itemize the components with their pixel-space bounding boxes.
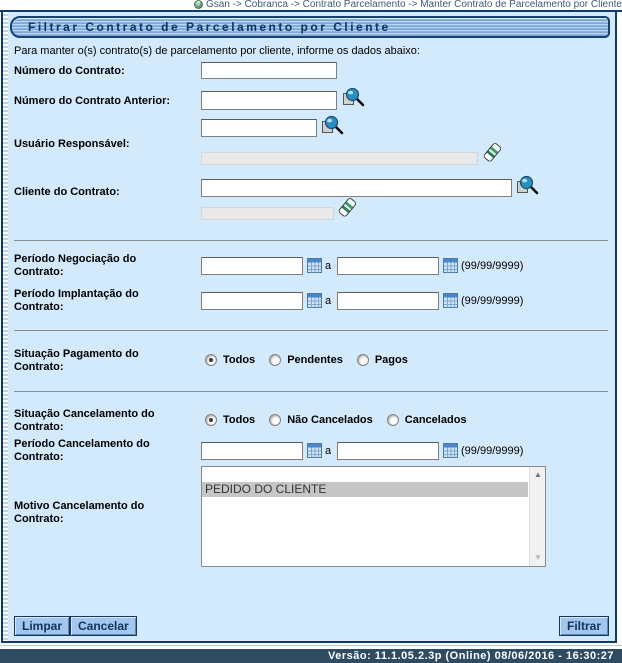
- limpar-button[interactable]: Limpar: [14, 616, 70, 636]
- date-format-hint: (99/99/9999): [461, 260, 524, 272]
- radio-pagamento-pendentes[interactable]: [269, 354, 281, 366]
- calendar-icon[interactable]: [443, 258, 458, 273]
- label-numero-contrato: Número do Contrato:: [14, 65, 125, 77]
- radio-label-pagamento-todos[interactable]: Todos: [223, 354, 256, 366]
- situacao-cancelamento-group: [205, 413, 481, 427]
- list-option-empty[interactable]: [202, 467, 528, 482]
- cancelar-button[interactable]: Cancelar: [70, 616, 137, 636]
- label-situacao-pagamento: Situação Pagamento do Contrato:: [14, 348, 139, 373]
- help-icon[interactable]: ?: [194, 0, 203, 9]
- label-periodo-negociacao: Período Negociação do Contrato:: [14, 253, 137, 278]
- filtrar-button[interactable]: Filtrar: [559, 616, 609, 636]
- usuario-responsavel-name-display: [201, 152, 478, 165]
- radio-label-cancelamento-todos[interactable]: Todos: [223, 414, 256, 426]
- numero-contrato-input[interactable]: [201, 62, 337, 79]
- radio-label-pagamento-pagos[interactable]: Pagos: [374, 354, 408, 366]
- search-icon[interactable]: [342, 87, 365, 108]
- label-numero-contrato-anterior: Número do Contrato Anterior:: [14, 95, 171, 107]
- range-separator: a: [325, 260, 332, 272]
- periodo-cancelamento-from-input[interactable]: [201, 442, 303, 460]
- calendar-icon[interactable]: [307, 443, 322, 458]
- periodo-implantacao-to-input[interactable]: [337, 292, 439, 310]
- filter-panel: [1, 12, 617, 643]
- search-icon[interactable]: [516, 175, 539, 196]
- motivo-cancelamento-listbox[interactable]: [201, 466, 546, 567]
- search-icon[interactable]: [321, 115, 344, 136]
- breadcrumb: [0, 0, 622, 10]
- scroll-down-icon[interactable]: ▼: [534, 553, 542, 562]
- radio-label-cancelamento-nao-cancelados[interactable]: Não Cancelados: [287, 414, 373, 426]
- list-option-pedido-do-cliente[interactable]: PEDIDO DO CLIENTE: [202, 482, 528, 497]
- date-format-hint: (99/99/9999): [461, 295, 524, 307]
- page-title: Filtrar Contrato de Parcelamento por Cliente: [10, 16, 610, 38]
- radio-cancelamento-cancelados[interactable]: [387, 414, 399, 426]
- label-periodo-cancelamento: Período Cancelamento do Contrato:: [14, 438, 150, 463]
- usuario-responsavel-input[interactable]: [201, 119, 317, 137]
- cliente-contrato-name-display: [201, 207, 334, 220]
- section-divider: [14, 391, 608, 392]
- section-divider: [14, 330, 608, 331]
- radio-pagamento-todos[interactable]: [205, 354, 217, 366]
- periodo-cancelamento-to-input[interactable]: [337, 442, 439, 460]
- breadcrumb-text: Gsan -> Cobranca -> Contrato Parcelamento -> Manter Contrato de Parcelamento por Cliente: [205, 0, 622, 10]
- section-divider: [14, 240, 608, 241]
- range-separator: a: [325, 295, 332, 307]
- calendar-icon[interactable]: [307, 293, 322, 308]
- radio-cancelamento-nao-cancelados[interactable]: [269, 414, 281, 426]
- periodo-implantacao-from-input[interactable]: [201, 292, 303, 310]
- footer-divider: [0, 645, 622, 646]
- panel-left-stripe: [3, 12, 8, 641]
- periodo-negociacao-from-input[interactable]: [201, 257, 303, 275]
- eraser-icon[interactable]: [482, 141, 502, 163]
- radio-label-pagamento-pendentes[interactable]: Pendentes: [287, 354, 343, 366]
- label-usuario-responsavel: Usuário Responsável:: [14, 138, 130, 150]
- cliente-contrato-input[interactable]: [201, 179, 512, 197]
- radio-label-cancelamento-cancelados[interactable]: Cancelados: [404, 414, 467, 426]
- situacao-pagamento-group: [205, 353, 422, 367]
- range-separator: a: [325, 445, 332, 457]
- date-format-hint: (99/99/9999): [461, 445, 524, 457]
- eraser-icon[interactable]: [337, 196, 357, 218]
- numero-contrato-anterior-input[interactable]: [201, 91, 337, 110]
- calendar-icon[interactable]: [307, 258, 322, 273]
- instruction-text: Para manter o(s) contrato(s) de parcelamento por cliente, informe os dados abaixo:: [14, 45, 420, 57]
- radio-pagamento-pagos[interactable]: [357, 354, 369, 366]
- listbox-scrollbar[interactable]: [529, 467, 545, 566]
- periodo-negociacao-to-input[interactable]: [337, 257, 439, 275]
- scroll-up-icon[interactable]: ▲: [534, 470, 542, 479]
- radio-cancelamento-todos[interactable]: [205, 414, 217, 426]
- calendar-icon[interactable]: [443, 293, 458, 308]
- label-situacao-cancelamento: Situação Cancelamento do Contrato:: [14, 408, 155, 433]
- label-cliente-contrato: Cliente do Contrato:: [14, 186, 120, 198]
- label-periodo-implantacao: Período Implantação do Contrato:: [14, 288, 139, 313]
- label-motivo-cancelamento: Motivo Cancelamento do Contrato:: [14, 500, 145, 525]
- calendar-icon[interactable]: [443, 443, 458, 458]
- version-bar: Versão: 11.1.05.2.3p (Online) 08/06/2016 - 16:30:27: [0, 649, 622, 663]
